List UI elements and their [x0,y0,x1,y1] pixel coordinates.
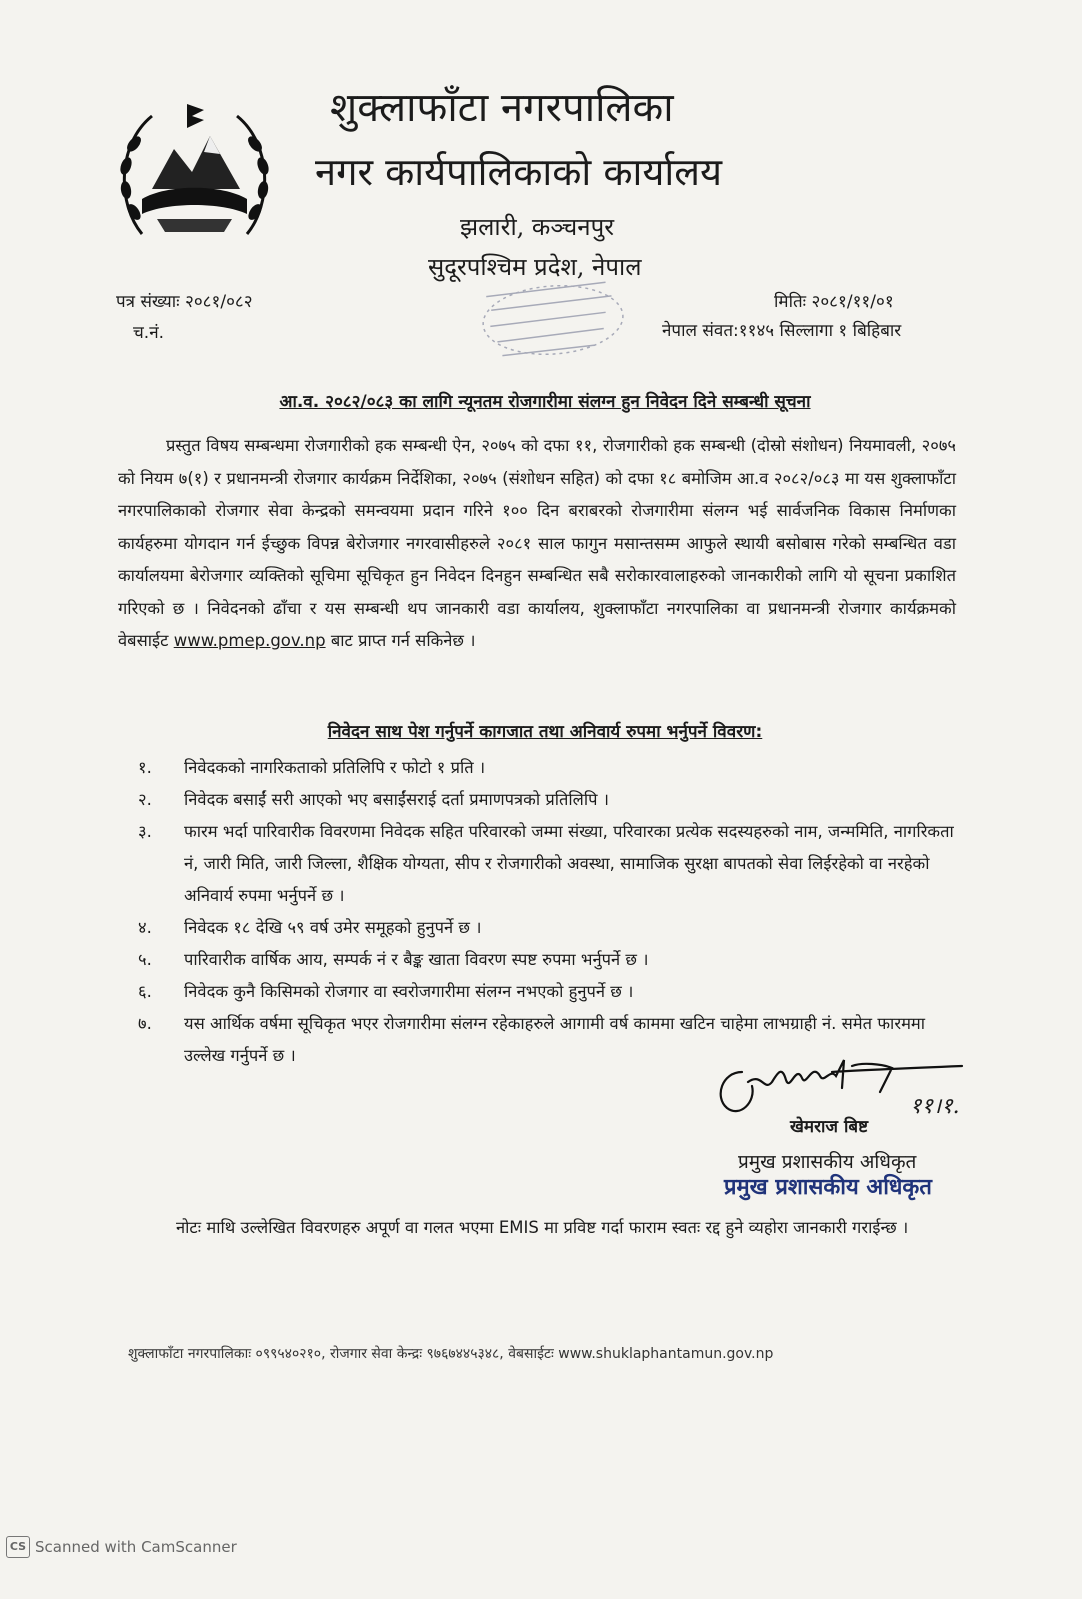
pmep-website-link[interactable]: www.pmep.gov.np [173,631,326,650]
requirement-item [138,784,958,816]
address-district: झलारी, कञ्चनपुर [460,213,615,241]
camscanner-logo-icon: CS [6,1536,30,1558]
requirements-list [138,752,958,1072]
dispatch-number: च.नं. [133,323,165,343]
camscanner-label: Scanned with CamScanner [35,1538,237,1556]
office-name: नगर कार्यपालिकाको कार्यालय [315,150,723,194]
requirement-text: निवेदक १८ देखि ५९ वर्ष उमेर समूहको हुनुपर्ने छ । [184,918,482,937]
requirement-item [138,752,958,784]
requirement-number: ७. [138,1014,152,1033]
municipality-name: शुक्लाफाँटा नगरपालिका [330,85,674,131]
requirement-text: निवेदक कुनै किसिमको रोजगार वा स्वरोजगारीमा संलग्न नभएको हुनुपर्ने छ । [184,982,634,1001]
requirement-text: फारम भर्दा पारिवारीक विवरणमा निवेदक सहित परिवारको जम्मा संख्या, परिवारका प्रत्येक सदस्यहरुको नाम, जन्ममिति, नागरिकता नं, जारी मिति, जारी जिल्ला, शैक्षिक योग्यता, सीप र रोजगारीको अवस्था, सामाजिक सुरक्षा बापतको सेवा लिईरहेको वा नरहेको अनिवार्य रुपमा भर्नुपर्ने छ । [184,822,954,905]
signature-date-note: ११।१. [910,1094,960,1119]
notice-body [118,430,956,658]
requirement-number: ५. [138,950,152,969]
requirement-item [138,976,958,1008]
body-tail: बाट प्राप्त गर्न सकिनेछ । [325,631,476,650]
requirement-number: ४. [138,918,152,937]
letter-date: मितिः २०८१/११/०१ [774,292,894,312]
requirement-number: १. [138,758,152,777]
footer-contact: शुक्लाफाँटा नगरपालिकाः ०९९५४०२१०, रोजगार सेवा केन्द्रः ९७६७४४५३४८, वेबसाईटः www.shuklaphantamun.gov.np [128,1346,774,1362]
requirement-number: ६. [138,982,152,1001]
requirement-text: निवेदकको नागरिकताको प्रतिलिपि र फोटो १ प्रति । [184,758,486,777]
camscanner-watermark [6,1536,237,1558]
signer-name: खेमराज बिष्ट [790,1117,868,1137]
requirement-text: निवेदक बसाईं सरी आएको भए बसाईंसराई दर्ता प्रमाणपत्रको प्रतिलिपि । [184,790,610,809]
requirement-text: यस आर्थिक वर्षमा सूचिकृत भएर रोजगारीमा संलग्न रहेकाहरुले आगामी वर्ष काममा खटिन चाहेमा लाभग्राही नं. समेत फारममा उल्लेख गर्नुपर्ने छ । [184,1014,926,1065]
nepal-sambat-date: नेपाल संवत:११४५ सिल्लागा १ बिहिबार [662,321,902,341]
nepal-emblem-logo [112,94,277,244]
note-text: नोटः माथि उल्लेखित विवरणहरु अपूर्ण वा गलत भएमा EMIS मा प्रविष्ट गर्दा फाराम स्वतः रद्द हुने व्यहोरा जानकारी गराईन्छ । [176,1218,909,1237]
requirements-heading: निवेदन साथ पेश गर्नुपर्ने कागजात तथा अनिवार्य रुपमा भर्नुपर्ने विवरण: [327,722,763,742]
address-province: सुदूरपश्चिम प्रदेश, नेपाल [428,253,642,281]
signer-title-stamp: प्रमुख प्रशासकीय अधिकृत [724,1175,932,1200]
body-text: प्रस्तुत विषय सम्बन्धमा रोजगारीको हक सम्बन्धी ऐन, २०७५ को दफा ११, रोजगारीको हक सम्बन्धी (दोस्रो संशोधन) नियमावली, २०७५ को नियम ७(१) र प्रधानमन्त्री रोजगार कार्यक्रम निर्देशिका, २०७५ (संशोधन सहित) को दफा १८ बमोजिम आ.व २०८२/०८३ मा यस शुक्लाफाँटा नगरपालिकाको रोजगार सेवा केन्द्रको समन्वयमा प्रदान गरिने १०० दिन बराबरको रोजगारीमा संलग्न भई सार्वजनिक विकास निर्माणका कार्यहरुमा योगदान गर्न ईच्छुक विपन्न बेरोजगार नगरवासीहरुले २०८१ साल फागुन मसान्तसम्म आफुले स्थायी बसोबास गरेको सम्बन्धित वडा कार्यालयमा बेरोजगार व्यक्तिको सूचिमा सूचिकृत हुन निवेदन दिनहुन सम्बन्धित सबै सरोकारवालाहरुको जानकारीको लागि यो सूचना प्रकाशित गरिएको छ । निवेदनको ढाँचा र यस सम्बन्धी थप जानकारी वडा कार्यालय, शुक्लाफाँटा नगरपालिका वा प्रधानमन्त्री रोजगार कार्यक्रमको वेबसाईट [118,436,956,650]
requirement-item [138,816,958,912]
notice-subject: आ.व. २०८२/०८३ का लागि न्यूनतम रोजगारीमा संलग्न हुन निवेदन दिने सम्बन्धी सूचना [279,392,811,412]
office-stamp [476,277,631,362]
signer-title: प्रमुख प्रशासकीय अधिकृत [738,1151,917,1173]
requirement-item [138,912,958,944]
letter-number: पत्र संख्याः २०८१/०८२ [116,292,253,312]
requirement-item [138,944,958,976]
requirement-number: २. [138,790,152,809]
requirement-number: ३. [138,822,152,841]
requirement-text: पारिवारीक वार्षिक आय, सम्पर्क नं र बैङ्क खाता विवरण स्पष्ट रुपमा भर्नुपर्ने छ । [184,950,649,969]
